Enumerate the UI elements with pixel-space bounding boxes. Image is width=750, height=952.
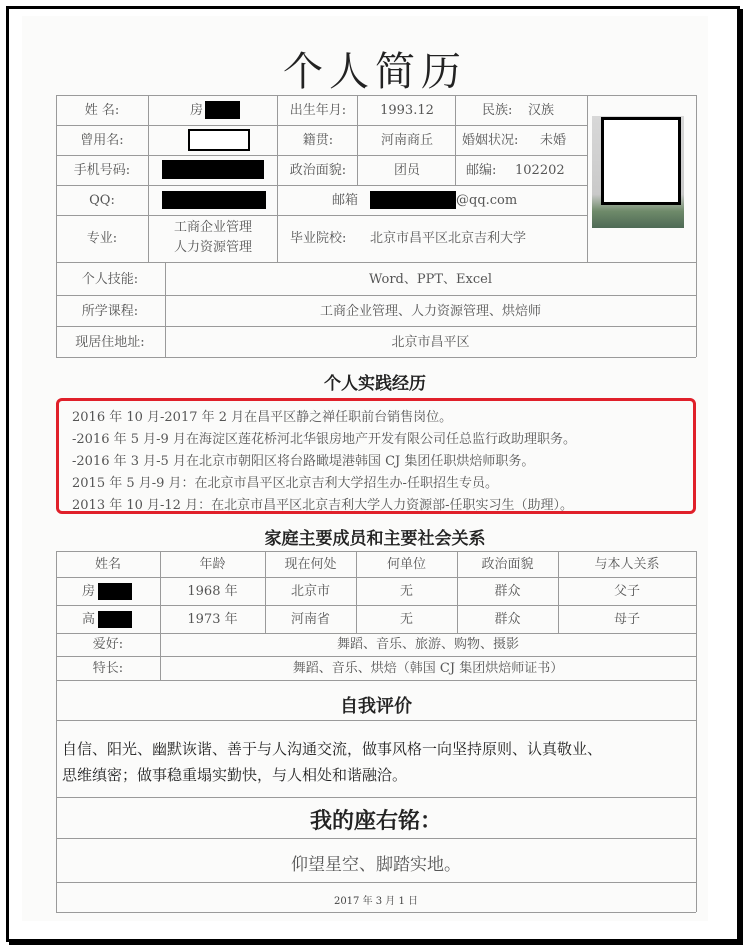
family-name-redaction <box>98 583 132 600</box>
hobby-label: 爱好: <box>92 637 124 652</box>
courses-value: 工商企业管理、人力资源管理、烘焙师 <box>319 304 541 319</box>
school-label: 毕业院校: <box>290 231 347 246</box>
major-label: 专业: <box>86 231 118 246</box>
practice-item: -2016 年 3 月-5 月在北京市朝阳区将台路瞰堤港韩国 CJ 集团任职烘焙师职务。 <box>72 454 535 469</box>
birth-label: 出生年月: <box>289 103 347 118</box>
family-place-cell: 河南省 <box>290 612 330 627</box>
marital-value: 未婚 <box>540 133 567 148</box>
self-eval-line2: 思维缜密；做事稳重塌实勤快，与人相处和谐融洽。 <box>62 766 408 784</box>
family-relation-cell: 母子 <box>613 612 640 627</box>
name-label: 姓 名: <box>84 103 120 118</box>
birth-value: 1993.12 <box>380 103 434 118</box>
family-age-cell: 1973 年 <box>187 612 238 627</box>
major-line2: 人力资源管理 <box>173 240 252 255</box>
family-col-header: 政治面貌 <box>481 557 534 572</box>
marital-label: 婚姻状况: <box>462 133 519 148</box>
address-value: 北京市昌平区 <box>391 335 470 350</box>
school-value: 北京市昌平区北京吉利大学 <box>370 231 527 246</box>
name-redaction <box>205 101 240 119</box>
email-label: 邮箱 <box>332 193 359 208</box>
skills-label: 个人技能: <box>81 272 139 287</box>
motto-heading: 我的座右铭： <box>309 808 442 834</box>
practice-item: 2013 年 10 月-12 月：在北京市昌平区北京吉利大学人力资源部-任职实习生（助理）。 <box>72 498 573 513</box>
skills-value: Word、PPT、Excel <box>369 272 492 287</box>
political-label: 政治面貌: <box>289 163 347 178</box>
phone-redaction <box>162 160 264 179</box>
ethnic-value: 汉族 <box>528 103 555 118</box>
specialty-value: 舞蹈、音乐、烘焙（韩国 CJ 集团烘焙师证书） <box>292 661 564 676</box>
practice-item: -2016 年 5 月-9 月在海淀区莲花桥河北华银房地产开发有限公司任总监行政助理职务。 <box>72 432 576 447</box>
hobby-value: 舞蹈、音乐、旅游、购物、摄影 <box>336 637 519 652</box>
family-col-header: 何单位 <box>386 557 426 572</box>
native-value: 河南商丘 <box>380 133 433 148</box>
family-col-header: 姓名 <box>94 557 121 572</box>
motto-text: 仰望星空、脚踏实地。 <box>291 855 461 875</box>
practice-item: 2016 年 10 月-2017 年 2 月在昌平区静之禅任职前台销售岗位。 <box>72 410 453 425</box>
former-name-label: 曾用名: <box>80 133 124 148</box>
family-political-cell: 群众 <box>494 584 521 599</box>
major-line1: 工商企业管理 <box>173 220 252 235</box>
ethnic-label: 民族: <box>482 103 513 118</box>
family-col-header: 与本人关系 <box>594 557 660 572</box>
native-label: 籍贯: <box>302 133 334 148</box>
family-place-cell: 北京市 <box>290 584 330 599</box>
practice-heading: 个人实践经历 <box>324 374 426 394</box>
email-redaction <box>370 191 456 209</box>
political-value: 团员 <box>393 163 420 178</box>
self-eval-heading: 自我评价 <box>340 696 412 717</box>
family-heading: 家庭主要成员和主要社会关系 <box>264 529 486 549</box>
postcode-label: 邮编: <box>466 163 497 178</box>
family-name-cell: 房 <box>82 584 96 599</box>
postcode-value: 102202 <box>515 163 565 178</box>
family-unit-cell: 无 <box>399 584 413 599</box>
address-label: 现居住地址: <box>75 335 145 350</box>
self-eval-line1: 自信、阳光、幽默诙谐、善于与人沟通交流，做事风格一向坚持原则、认真敬业、 <box>62 740 603 758</box>
family-name-cell: 高 <box>82 612 96 627</box>
former-name-redaction <box>188 129 250 151</box>
family-name-redaction <box>98 611 132 628</box>
family-relation-cell: 父子 <box>613 584 640 599</box>
family-col-header: 现在何处 <box>284 557 337 572</box>
resume-title: 个人简历 <box>283 49 467 95</box>
courses-label: 所学课程: <box>81 304 139 319</box>
qq-label: QQ: <box>89 193 115 208</box>
specialty-label: 特长: <box>92 661 124 676</box>
practice-item: 2015 年 5 月-9 月：在北京市昌平区北京吉利大学招生办-任职招生专员。 <box>72 476 498 491</box>
name-prefix: 房 <box>190 103 204 118</box>
family-age-cell: 1968 年 <box>187 584 238 599</box>
resume-date: 2017 年 3 月 1 日 <box>333 896 419 907</box>
family-political-cell: 群众 <box>494 612 521 627</box>
photo-redaction <box>601 117 681 205</box>
qq-redaction <box>162 191 266 209</box>
family-unit-cell: 无 <box>399 612 413 627</box>
family-col-header: 年龄 <box>199 557 226 572</box>
email-suffix: @qq.com <box>456 193 518 208</box>
phone-label: 手机号码: <box>73 163 131 178</box>
